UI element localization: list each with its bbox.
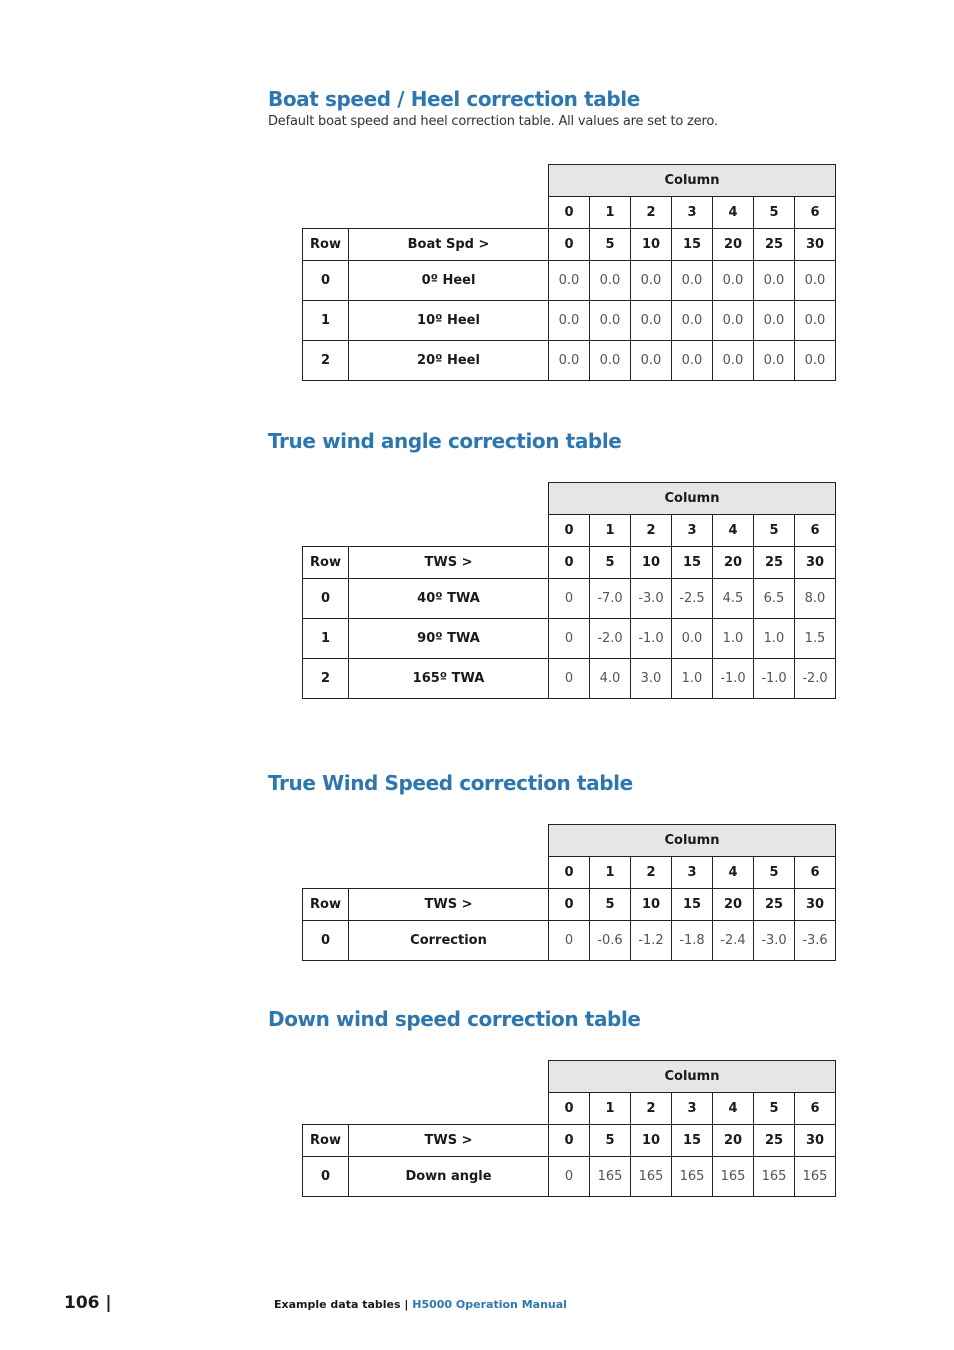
cell-value: 1.0 <box>713 619 754 659</box>
row-label: 90º TWA <box>349 619 549 659</box>
axis-value: 5 <box>590 547 631 579</box>
column-index: 2 <box>631 197 672 229</box>
row-label: 40º TWA <box>349 579 549 619</box>
cell-value: 0.0 <box>631 261 672 301</box>
cell-value: 0.0 <box>754 261 795 301</box>
cell-value: 4.0 <box>590 659 631 699</box>
column-index: 6 <box>795 197 836 229</box>
row-index: 0 <box>303 579 349 619</box>
axis-label: Boat Spd > <box>349 229 549 261</box>
cell-value: 165 <box>754 1157 795 1197</box>
section-true-wind-speed <box>268 771 633 795</box>
column-index: 6 <box>795 857 836 889</box>
cell-value: 1.0 <box>754 619 795 659</box>
cell-value: 0.0 <box>590 301 631 341</box>
column-index: 4 <box>713 1093 754 1125</box>
table-row <box>303 619 836 659</box>
blank-cell <box>303 825 549 857</box>
cell-value: 0.0 <box>754 301 795 341</box>
column-index: 1 <box>590 857 631 889</box>
axis-value: 15 <box>672 229 713 261</box>
down-wind-speed-table <box>302 1060 836 1197</box>
cell-value: 0.0 <box>754 341 795 381</box>
cell-value: -3.0 <box>754 921 795 961</box>
cell-value: -1.0 <box>713 659 754 699</box>
cell-value: 0.0 <box>795 261 836 301</box>
cell-value: 6.5 <box>754 579 795 619</box>
column-index: 0 <box>549 857 590 889</box>
axis-value: 20 <box>713 1125 754 1157</box>
cell-value: 0 <box>549 921 590 961</box>
row-header: Row <box>303 889 349 921</box>
section-boat-speed-heel <box>268 87 718 130</box>
cell-value: 1.0 <box>672 659 713 699</box>
cell-value: 0 <box>549 1157 590 1197</box>
axis-value: 30 <box>795 547 836 579</box>
cell-value: -3.0 <box>631 579 672 619</box>
column-index: 4 <box>713 197 754 229</box>
row-index: 1 <box>303 619 349 659</box>
true-wind-angle-table <box>302 482 836 699</box>
cell-value: -2.5 <box>672 579 713 619</box>
column-index: 1 <box>590 197 631 229</box>
cell-value: 165 <box>631 1157 672 1197</box>
column-index: 2 <box>631 1093 672 1125</box>
cell-value: 0.0 <box>672 301 713 341</box>
cell-value: 0.0 <box>713 261 754 301</box>
axis-value: 5 <box>590 1125 631 1157</box>
column-index: 3 <box>672 1093 713 1125</box>
column-index: 3 <box>672 197 713 229</box>
section-title: True wind angle correction table <box>268 429 622 453</box>
section-title: Down wind speed correction table <box>268 1007 641 1031</box>
cell-value: 165 <box>795 1157 836 1197</box>
axis-value: 25 <box>754 1125 795 1157</box>
column-index: 0 <box>549 1093 590 1125</box>
cell-value: 0.0 <box>672 261 713 301</box>
axis-row <box>303 1125 836 1157</box>
cell-value: 3.0 <box>631 659 672 699</box>
column-index: 0 <box>549 515 590 547</box>
axis-row <box>303 547 836 579</box>
cell-value: 0 <box>549 579 590 619</box>
column-index: 4 <box>713 857 754 889</box>
table-row <box>303 1157 836 1197</box>
cell-value: 4.5 <box>713 579 754 619</box>
cell-value: -3.6 <box>795 921 836 961</box>
column-index: 3 <box>672 857 713 889</box>
table-row <box>303 921 836 961</box>
cell-value: 165 <box>713 1157 754 1197</box>
column-index: 1 <box>590 1093 631 1125</box>
cell-value: 0.0 <box>713 341 754 381</box>
cell-value: 0.0 <box>713 301 754 341</box>
axis-value: 20 <box>713 229 754 261</box>
cell-value: 0.0 <box>795 301 836 341</box>
axis-value: 5 <box>590 889 631 921</box>
blank-cell <box>303 197 549 229</box>
cell-value: 0.0 <box>631 341 672 381</box>
column-index: 5 <box>754 515 795 547</box>
axis-label: TWS > <box>349 1125 549 1157</box>
row-label: 0º Heel <box>349 261 549 301</box>
cell-value: 0.0 <box>590 341 631 381</box>
axis-value: 25 <box>754 547 795 579</box>
axis-value: 0 <box>549 229 590 261</box>
boat-speed-heel-table <box>302 164 836 381</box>
column-index: 5 <box>754 1093 795 1125</box>
blank-cell <box>303 515 549 547</box>
cell-value: 0.0 <box>631 301 672 341</box>
row-header: Row <box>303 229 349 261</box>
cell-value: -1.8 <box>672 921 713 961</box>
cell-value: 0 <box>549 659 590 699</box>
axis-label: TWS > <box>349 889 549 921</box>
cell-value: 165 <box>590 1157 631 1197</box>
cell-value: 1.5 <box>795 619 836 659</box>
cell-value: 0.0 <box>549 301 590 341</box>
cell-value: -2.0 <box>795 659 836 699</box>
cell-value: -1.0 <box>754 659 795 699</box>
axis-value: 30 <box>795 229 836 261</box>
table-row <box>303 579 836 619</box>
axis-value: 10 <box>631 1125 672 1157</box>
row-label: Correction <box>349 921 549 961</box>
column-index: 3 <box>672 515 713 547</box>
row-label: Down angle <box>349 1157 549 1197</box>
column-index: 5 <box>754 857 795 889</box>
footer-manual: H5000 Operation Manual <box>412 1298 567 1311</box>
cell-value: 0.0 <box>672 341 713 381</box>
cell-value: 0.0 <box>795 341 836 381</box>
axis-row <box>303 229 836 261</box>
axis-value: 15 <box>672 889 713 921</box>
column-index: 0 <box>549 197 590 229</box>
axis-value: 10 <box>631 889 672 921</box>
cell-value: -2.4 <box>713 921 754 961</box>
column-header: Column <box>549 165 836 197</box>
row-index: 0 <box>303 1157 349 1197</box>
blank-cell <box>303 1061 549 1093</box>
table-row <box>303 301 836 341</box>
section-description: Default boat speed and heel correction table. All values are set to zero. <box>268 114 718 129</box>
axis-value: 0 <box>549 1125 590 1157</box>
axis-label: TWS > <box>349 547 549 579</box>
cell-value: -1.0 <box>631 619 672 659</box>
axis-value: 30 <box>795 1125 836 1157</box>
section-down-wind-speed <box>268 1007 641 1031</box>
section-true-wind-angle <box>268 429 621 453</box>
axis-value: 20 <box>713 889 754 921</box>
axis-value: 10 <box>631 547 672 579</box>
row-label: 165º TWA <box>349 659 549 699</box>
blank-cell <box>303 1093 549 1125</box>
column-index: 2 <box>631 515 672 547</box>
cell-value: 0.0 <box>590 261 631 301</box>
cell-value: -0.6 <box>590 921 631 961</box>
column-header: Column <box>549 483 836 515</box>
axis-value: 25 <box>754 889 795 921</box>
axis-value: 20 <box>713 547 754 579</box>
column-index: 4 <box>713 515 754 547</box>
cell-value: 0 <box>549 619 590 659</box>
true-wind-speed-table <box>302 824 836 961</box>
axis-value: 10 <box>631 229 672 261</box>
row-index: 0 <box>303 921 349 961</box>
axis-value: 15 <box>672 547 713 579</box>
axis-row <box>303 889 836 921</box>
axis-value: 0 <box>549 889 590 921</box>
column-header: Column <box>549 825 836 857</box>
section-title: True Wind Speed correction table <box>268 771 633 795</box>
page-number: 106 | <box>64 1293 112 1313</box>
column-index: 1 <box>590 515 631 547</box>
axis-value: 0 <box>549 547 590 579</box>
cell-value: 0.0 <box>549 261 590 301</box>
column-header: Column <box>549 1061 836 1093</box>
axis-value: 30 <box>795 889 836 921</box>
row-label: 20º Heel <box>349 341 549 381</box>
row-index: 2 <box>303 659 349 699</box>
row-header: Row <box>303 547 349 579</box>
row-index: 1 <box>303 301 349 341</box>
section-title: Boat speed / Heel correction table <box>268 87 640 111</box>
cell-value: -1.2 <box>631 921 672 961</box>
column-index: 6 <box>795 515 836 547</box>
footer-title <box>274 1298 567 1311</box>
axis-value: 5 <box>590 229 631 261</box>
table-row <box>303 261 836 301</box>
footer-chapter: Example data tables <box>274 1298 401 1311</box>
cell-value: -2.0 <box>590 619 631 659</box>
footer-separator: | <box>400 1298 413 1311</box>
axis-value: 15 <box>672 1125 713 1157</box>
row-index: 2 <box>303 341 349 381</box>
axis-value: 25 <box>754 229 795 261</box>
blank-cell <box>303 165 549 197</box>
row-label: 10º Heel <box>349 301 549 341</box>
row-index: 0 <box>303 261 349 301</box>
cell-value: -7.0 <box>590 579 631 619</box>
cell-value: 0.0 <box>672 619 713 659</box>
cell-value: 165 <box>672 1157 713 1197</box>
row-header: Row <box>303 1125 349 1157</box>
blank-cell <box>303 857 549 889</box>
column-index: 5 <box>754 197 795 229</box>
cell-value: 0.0 <box>549 341 590 381</box>
cell-value: 8.0 <box>795 579 836 619</box>
column-index: 6 <box>795 1093 836 1125</box>
column-index: 2 <box>631 857 672 889</box>
table-row <box>303 341 836 381</box>
blank-cell <box>303 483 549 515</box>
table-row <box>303 659 836 699</box>
